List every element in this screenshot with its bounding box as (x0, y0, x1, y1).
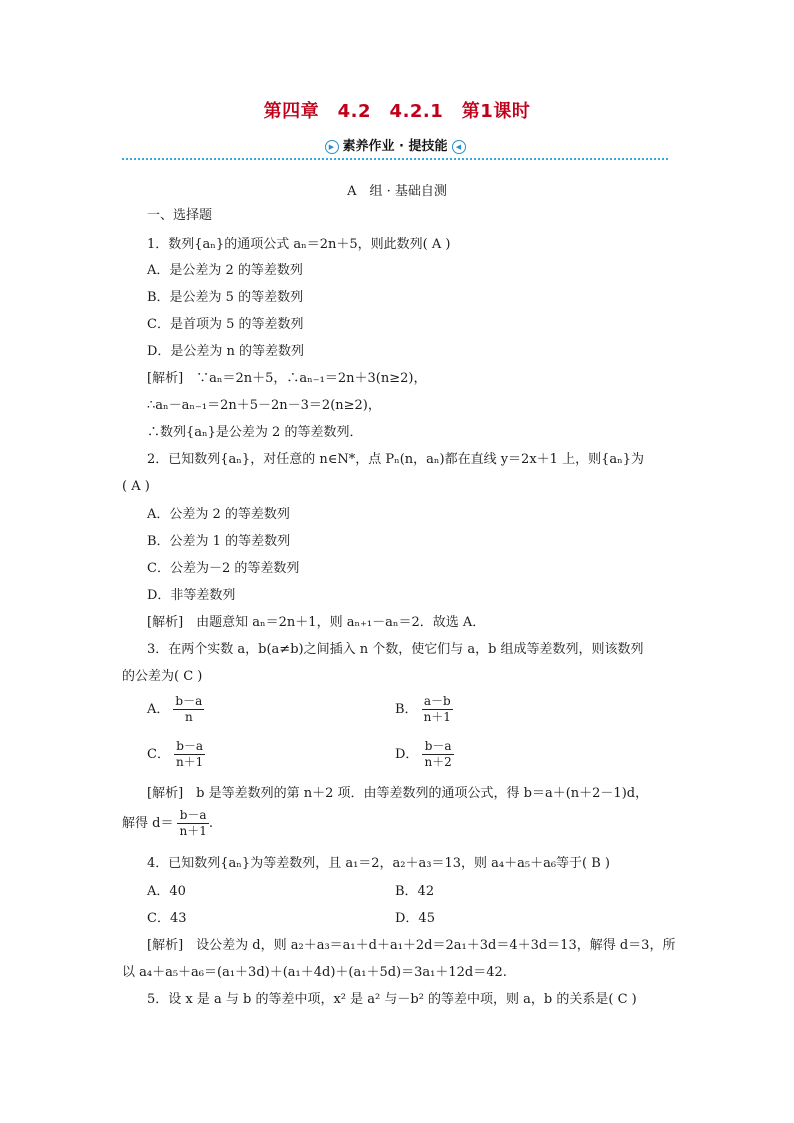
analysis-text: 解得 d＝ (122, 816, 174, 831)
fraction (422, 694, 453, 725)
numerator: a－b (422, 694, 453, 710)
q1-analysis-3: ∴数列{aₙ}是公差为 2 的等差数列． (147, 425, 363, 440)
banner-label (305, 138, 485, 156)
question-2-stem: 2．已知数列{aₙ}，对任意的 n∈N*，点 Pₙ(n，aₙ)都在直线 y＝2x＋1 上，则{aₙ}为 (147, 452, 644, 467)
fraction (173, 694, 204, 725)
q2-analysis: [解析] 由题意知 aₙ＝2n＋1，则 aₙ₊₁－aₙ＝2．故选 A． (147, 615, 486, 630)
q2-option-c: C．公差为－2 的等差数列 (147, 561, 300, 576)
question-4-stem: 4．已知数列{aₙ}为等差数列，且 a₁＝2，a₂＋a₃＝13，则 a₄＋a₅＋a₆等于( B ) (147, 856, 610, 871)
q2-option-d: D．非等差数列 (147, 588, 236, 603)
page-title: 第四章 4.2 4.2.1 第1课时 (263, 101, 531, 122)
q1-option-d: D．是公差为 n 的等差数列 (147, 344, 305, 359)
q1-option-c: C．是首项为 5 的等差数列 (147, 317, 304, 332)
option-label: B． (395, 702, 418, 717)
numerator: b－a (177, 808, 208, 824)
fraction (174, 739, 205, 770)
analysis-text-end: . (208, 816, 213, 831)
question-2-answer: ( A ) (122, 479, 150, 494)
q4-option-d: D．45 (395, 911, 435, 926)
numerator: b－a (422, 739, 453, 755)
option-label: A． (147, 702, 170, 717)
q4-option-c: C．43 (147, 911, 187, 926)
question-5-stem: 5．设 x 是 a 与 b 的等差中项，x² 是 a² 与－b² 的等差中项，则 a，b 的关系是( C ) (147, 992, 637, 1007)
denominator: n (184, 710, 193, 724)
q3-option-c (147, 739, 205, 770)
group-heading: A 组 · 基础自测 (347, 184, 447, 199)
denominator: n＋1 (175, 755, 204, 769)
q2-option-a: A．公差为 2 的等差数列 (147, 507, 290, 522)
banner-text: 素养作业 · 提技能 (342, 139, 448, 154)
q3-analysis-1: [解析] b 是等差数列的第 n＋2 项．由等差数列的通项公式，得 b＝a＋(n＋2－1)d， (147, 786, 649, 801)
numerator: b－a (175, 694, 203, 708)
q1-analysis-2: ∴aₙ－aₙ₋₁＝2n＋5－2n－3＝2(n≥2)， (147, 398, 381, 413)
q2-option-b: B．公差为 1 的等差数列 (147, 534, 291, 549)
question-3-stem-cont: 的公差为( C ) (122, 669, 203, 684)
denominator: n＋1 (179, 824, 207, 838)
play-right-icon: ▶ (325, 140, 339, 154)
question-1-stem: 1．数列{aₙ}的通项公式 aₙ＝2n＋5，则此数列( A ) (147, 237, 451, 252)
play-left-icon: ◀ (452, 140, 466, 154)
section-banner (122, 138, 668, 162)
q1-option-b: B．是公差为 5 的等差数列 (147, 290, 304, 305)
q3-option-b (395, 694, 453, 725)
q1-analysis-1: [解析] ∵aₙ＝2n＋5，∴aₙ₋₁＝2n＋3(n≥2)， (147, 371, 427, 386)
q4-analysis-2: 以 a₄＋a₅＋a₆＝(a₁＋3d)＋(a₁＋4d)＋(a₁＋5d)＝3a₁＋12d＝42. (122, 965, 507, 980)
q4-option-b: B．42 (395, 884, 435, 899)
q3-option-d (395, 739, 454, 770)
fraction (422, 739, 453, 770)
section-heading: 一、选择题 (147, 208, 213, 223)
q3-option-a (147, 694, 204, 725)
denominator: n＋2 (424, 755, 452, 769)
option-label: D． (395, 747, 419, 762)
numerator: b－a (174, 739, 205, 755)
q3-analysis-2 (122, 808, 213, 839)
dotted-divider (122, 158, 668, 160)
option-label: C． (147, 747, 170, 762)
denominator: n＋1 (423, 710, 451, 724)
q4-option-a: A．40 (147, 884, 186, 899)
fraction (177, 808, 208, 839)
question-3-stem: 3．在两个实数 a，b(a≠b)之间插入 n 个数，使它们与 a，b 组成等差数列，则该数列 (147, 642, 644, 657)
q1-option-a: A．是公差为 2 的等差数列 (147, 263, 303, 278)
q4-analysis-1: [解析] 设公差为 d，则 a₂＋a₃＝a₁＋d＋a₁＋2d＝2a₁＋3d＝4＋3d＝13，解得 d＝3，所 (147, 938, 676, 953)
